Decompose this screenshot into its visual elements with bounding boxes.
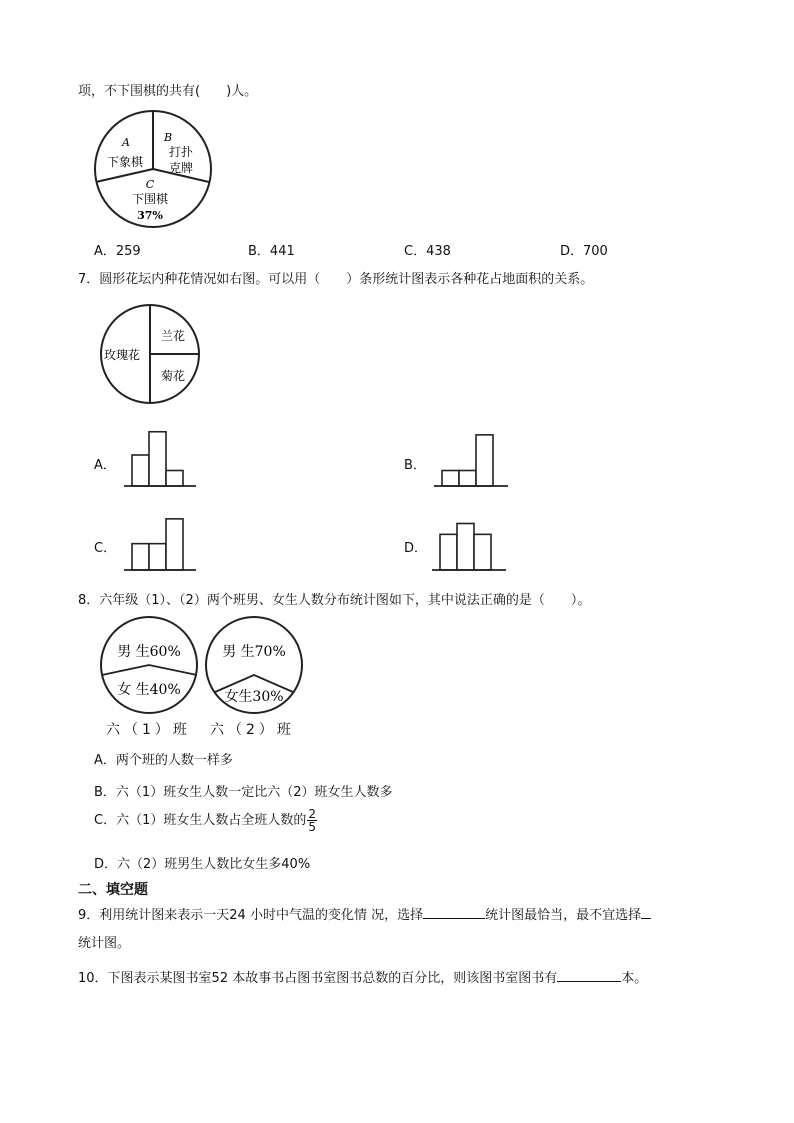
q10-blank[interactable] — [557, 967, 621, 982]
q6-option-d[interactable]: D．700 — [560, 244, 608, 259]
q8-pie2-boys: 男 生70% — [222, 644, 286, 660]
q7-option-b-label[interactable]: B． — [404, 458, 426, 473]
q7-pie-chart — [98, 302, 204, 408]
q8-pie1-caption: 六（1）班 — [106, 722, 191, 738]
q8-option-c[interactable] — [94, 808, 317, 833]
q9-line2: 统计图。 — [78, 936, 131, 951]
q7-option-d-label[interactable]: D． — [404, 541, 428, 556]
bar-d-3 — [474, 534, 491, 570]
bar-b-2 — [459, 471, 476, 487]
bar-c-3 — [166, 519, 183, 570]
q6-option-a[interactable]: A．259 — [94, 244, 141, 259]
fraction-denominator: 5 — [308, 820, 316, 834]
q9-text-part1: 9．利用统计图来表示一天24 小时中气温的变化情 况，选择 — [78, 908, 424, 923]
q10-text-part1: 10．下图表示某图书室52 本故事书占图书室图书总数的百分比，则该图书室图书有 — [78, 971, 558, 986]
bar-a-2 — [149, 432, 166, 486]
q7-option-a-label[interactable]: A． — [94, 458, 116, 473]
q7-option-c-label[interactable]: C． — [94, 541, 117, 556]
q8-option-d[interactable]: D．六（2）班男生人数比女生多40% — [94, 857, 311, 872]
q6-option-b[interactable]: B．441 — [248, 244, 295, 259]
bar-a-1 — [132, 455, 149, 486]
q9-blank-2[interactable] — [641, 904, 651, 919]
q9-blank-1[interactable] — [423, 904, 485, 919]
q7-option-a-bars[interactable] — [124, 426, 196, 490]
q8-pie2-chart — [203, 614, 305, 716]
q8-pie2-caption: 六（2）班 — [210, 722, 295, 738]
pie-label-b-text1: 打扑 — [168, 145, 194, 159]
pie-label-c-letter: C — [145, 178, 155, 191]
fraction — [307, 808, 317, 833]
bar-c-2 — [149, 544, 166, 570]
q8-stem: 8．六年级（1）、（2）两个班男、女生人数分布统计图如下，其中说法正确的是（ ）。 — [78, 593, 591, 608]
q7-option-d-bars[interactable] — [432, 510, 506, 574]
q8-pie1-chart — [98, 614, 200, 716]
fraction-numerator: 2 — [308, 807, 316, 821]
q6-pie-chart — [92, 108, 214, 230]
q8-option-c-text: C．六（1）班女生人数占全班人数的 — [94, 813, 307, 828]
q6-stem-tail: 项，不下围棋的共有( )人。 — [78, 84, 258, 99]
bar-d-2 — [457, 524, 474, 571]
q7-pie-label-chrysanthemum: 菊花 — [160, 369, 186, 383]
q7-pie-label-rose: 玫瑰花 — [103, 348, 141, 362]
q8-option-b[interactable]: B．六（1）班女生人数一定比六（2）班女生人数多 — [94, 785, 393, 800]
q8-option-a[interactable]: A．两个班的人数一样多 — [94, 753, 233, 768]
section-title: 二、填空题 — [78, 882, 148, 898]
q8-pie1-girls: 女 生40% — [117, 682, 181, 698]
bar-a-3 — [166, 471, 183, 487]
q6-option-c[interactable]: C．438 — [404, 244, 451, 259]
q10-line — [78, 967, 647, 988]
q8-pie1-boys: 男 生60% — [117, 644, 181, 660]
q7-option-c-bars[interactable] — [124, 510, 196, 574]
pie-label-b-text2: 克牌 — [168, 161, 194, 175]
q9-text-part2: 统计图最恰当，最不宜选择 — [485, 908, 642, 923]
pie-label-a-letter: A — [122, 136, 130, 149]
q7-stem: 7．圆形花坛内种花情况如右图。可以用（ ）条形统计图表示各种花占地面积的关系。 — [78, 272, 594, 287]
pie-label-c-text: 下围棋 — [131, 192, 169, 206]
q10-text-part2: 本。 — [621, 971, 648, 986]
bar-b-1 — [442, 471, 459, 487]
pie-label-c-pct: 37% — [137, 209, 163, 222]
q7-option-b-bars[interactable] — [434, 426, 508, 490]
q7-pie-label-orchid: 兰花 — [160, 329, 186, 343]
bar-b-3 — [476, 435, 493, 486]
bar-d-1 — [440, 534, 457, 570]
pie-label-a-text: 下象棋 — [106, 155, 144, 169]
bar-c-1 — [132, 544, 149, 570]
q9-line1 — [78, 904, 651, 925]
q8-pie2-girls: 女生30% — [224, 689, 284, 705]
pie-label-b-letter: B — [163, 131, 173, 144]
